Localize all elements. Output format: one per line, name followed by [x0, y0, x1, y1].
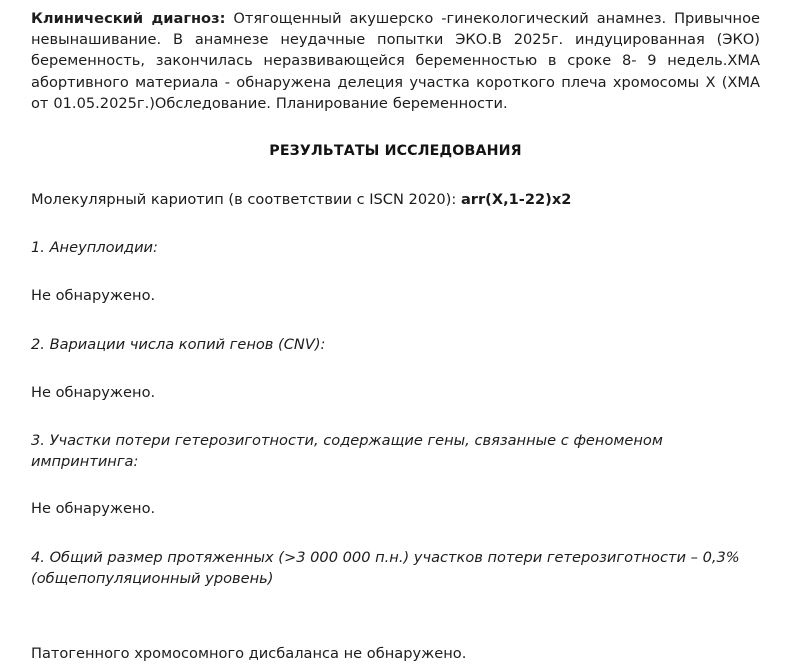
spacer	[31, 258, 760, 285]
finding-result-1: Не обнаружено.	[31, 287, 156, 305]
spacer	[31, 403, 760, 430]
spacer	[31, 520, 760, 547]
spacer	[31, 114, 760, 141]
section-heading-results: РЕЗУЛЬТАТЫ ИССЛЕДОВАНИЯ	[269, 143, 522, 160]
spacer	[31, 307, 760, 334]
clinical-diagnosis-text: Отягощенный акушерско -гинекологический анамнез. Привычное невынашивание. В анамнезе неудачные попытки ЭКО.В 2025г. индуцированная (ЭКО) беременность, закончилась неразвивающейся беременностью в сроке 8- 9 недель.ХМА абортивного материала - обнаружена делеция участка короткого плеча хромосомы X (ХМА от 01.05.2025г.)Обследование. Планирование беременности.	[31, 10, 760, 112]
conclusion-text: Патогенного хромосомного дисбаланса не обнаружено.	[31, 645, 467, 663]
finding-title-4: 4. Общий размер протяженных (>3 000 000 п.н.) участков потери гетерозиготности – 0,3% (общепопуляционный уровень)	[31, 548, 740, 587]
spacer	[31, 589, 760, 643]
finding-title-2: 2. Вариации числа копий генов (CNV):	[31, 335, 326, 353]
molecular-karyotype-value: arr(X,1-22)x2	[460, 191, 572, 209]
clinical-diagnosis-label: Клинический диагноз:	[31, 10, 226, 27]
spacer	[31, 210, 760, 237]
finding-result-3: Не обнаружено.	[31, 500, 156, 518]
finding-title-1: 1. Анеуплоидии:	[31, 239, 158, 257]
molecular-karyotype-label: Молекулярный кариотип (в соответствии с ISCN 2020):	[31, 191, 461, 209]
molecular-karyotype-line	[31, 189, 760, 210]
document-body	[31, 0, 760, 664]
spacer	[31, 355, 760, 382]
finding-result-2: Не обнаружено.	[31, 383, 156, 401]
clinical-diagnosis-paragraph	[31, 8, 760, 114]
spacer	[31, 472, 760, 498]
spacer	[31, 162, 760, 189]
finding-title-3: 3. Участки потери гетерозиготности, содержащие гены, связанные с феноменом импринтинга:	[31, 432, 663, 471]
